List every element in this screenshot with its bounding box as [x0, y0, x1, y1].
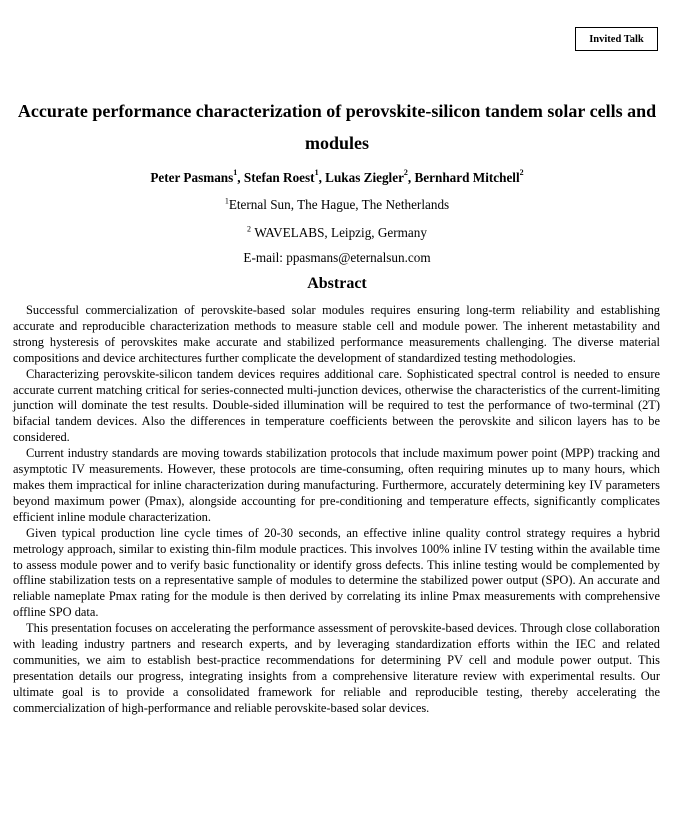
author-affiliation-mark: 1: [233, 167, 238, 177]
abstract-paragraph: Given typical production line cycle times of 20-30 seconds, an effective inline quality control strategy requires a hybrid metrology approach, similar to existing thin-film module practices. This involves 100% inline IV testing within the available time to assess module power and to verify basic functionality or identify gross defects. This inline testing would be complemented by offline stabilization tests on a representative sample of modules to determine the stabilized power output (SPO). An accurate and reliable nameplate Pmax rating for the module is then derived by correlating its inline Pmax measurements with comprehensive offline SPO data.: [13, 525, 660, 620]
author-name: Peter Pasmans: [150, 170, 234, 185]
abstract-paragraph: Current industry standards are moving towards stabilization protocols that include maximum power point (MPP) tracking and asymptotic IV measurements. However, these protocols are time-consuming, often requiring minutes up to many hours, which makes them impractical for inline characterization during manufacturing. Furthermore, accurately determining key IV parameters beyond maximum power (Pmax), alongside accounting for pre-conditioning and temperature effects, significantly complicates efficient inline module characterization.: [13, 446, 660, 524]
affiliation: [0, 223, 674, 243]
contact-email: E-mail: ppasmans@eternalsun.com: [243, 250, 431, 265]
abstract-paragraph: Successful commercialization of perovskite-based solar modules requires ensuring long-term reliability and establishing accurate and reproducible characterization methods to measure stable cell and module power. The inherent metastability and strong hysteresis of perovskites make accurate and stabilized performance measurements challenging. The diverse material compositions and device architectures further complicate the development of standardized testing methodologies.: [13, 303, 660, 365]
author-name: Stefan Roest: [243, 170, 315, 185]
abstract-body: [13, 303, 660, 717]
affiliation-mark: 1: [224, 196, 229, 206]
author-name: Lukas Ziegler: [325, 170, 404, 185]
author-affiliation-mark: 1: [314, 167, 319, 177]
paper-title: Accurate performance characterization of perovskite-silicon tandem solar cells and modules: [17, 101, 657, 153]
abstract-paragraph: Characterizing perovskite-silicon tandem devices requires additional care. Sophisticated spectral control is needed to ensure accurate current matching critical for series-connected multi-junction devices, otherwise the characteristics of the current-limiting junction will dominate the test results. Double-sided illumination will be required to test the performance of two-terminal (2T) bifacial tandem devices. Also the differences in temperature coefficients between the perovskite and silicon layers has to be considered.: [13, 366, 660, 445]
author-affiliation-mark: 2: [519, 167, 524, 177]
affiliation: [0, 195, 674, 215]
affiliation-text: Eternal Sun, The Hague, The Netherlands: [228, 197, 450, 212]
author-name: Bernhard Mitchell: [414, 170, 520, 185]
author-affiliation-mark: 2: [403, 167, 408, 177]
invited-talk-badge: Invited Talk: [575, 27, 658, 51]
affiliation-text: WAVELABS, Leipzig, Germany: [254, 225, 427, 240]
abstract-heading: Abstract: [307, 275, 367, 292]
author-list: Peter Pasmans$^1$, Stefan Roest$^1$, Lukas Ziegler$^2$, Bernhard Mitchell$^2$: [150, 167, 524, 185]
abstract-paragraph: This presentation focuses on accelerating the performance assessment of perovskite-based devices. Through close collaboration with leading industry partners and research experts, and by leveraging standardization efforts within the IEC and related communities, we aim to establish best-practice recommendations for determining PV cell and module power output. This presentation details our progress, integrating insights from a comprehensive literature review with experimental results. Our ultimate goal is to provide a consolidated framework for reliable and reproducible testing, thereby accelerating the commercialization of high-performance and reliable perovskite-based solar devices.: [13, 621, 660, 715]
affiliation-mark: 2: [247, 224, 252, 234]
